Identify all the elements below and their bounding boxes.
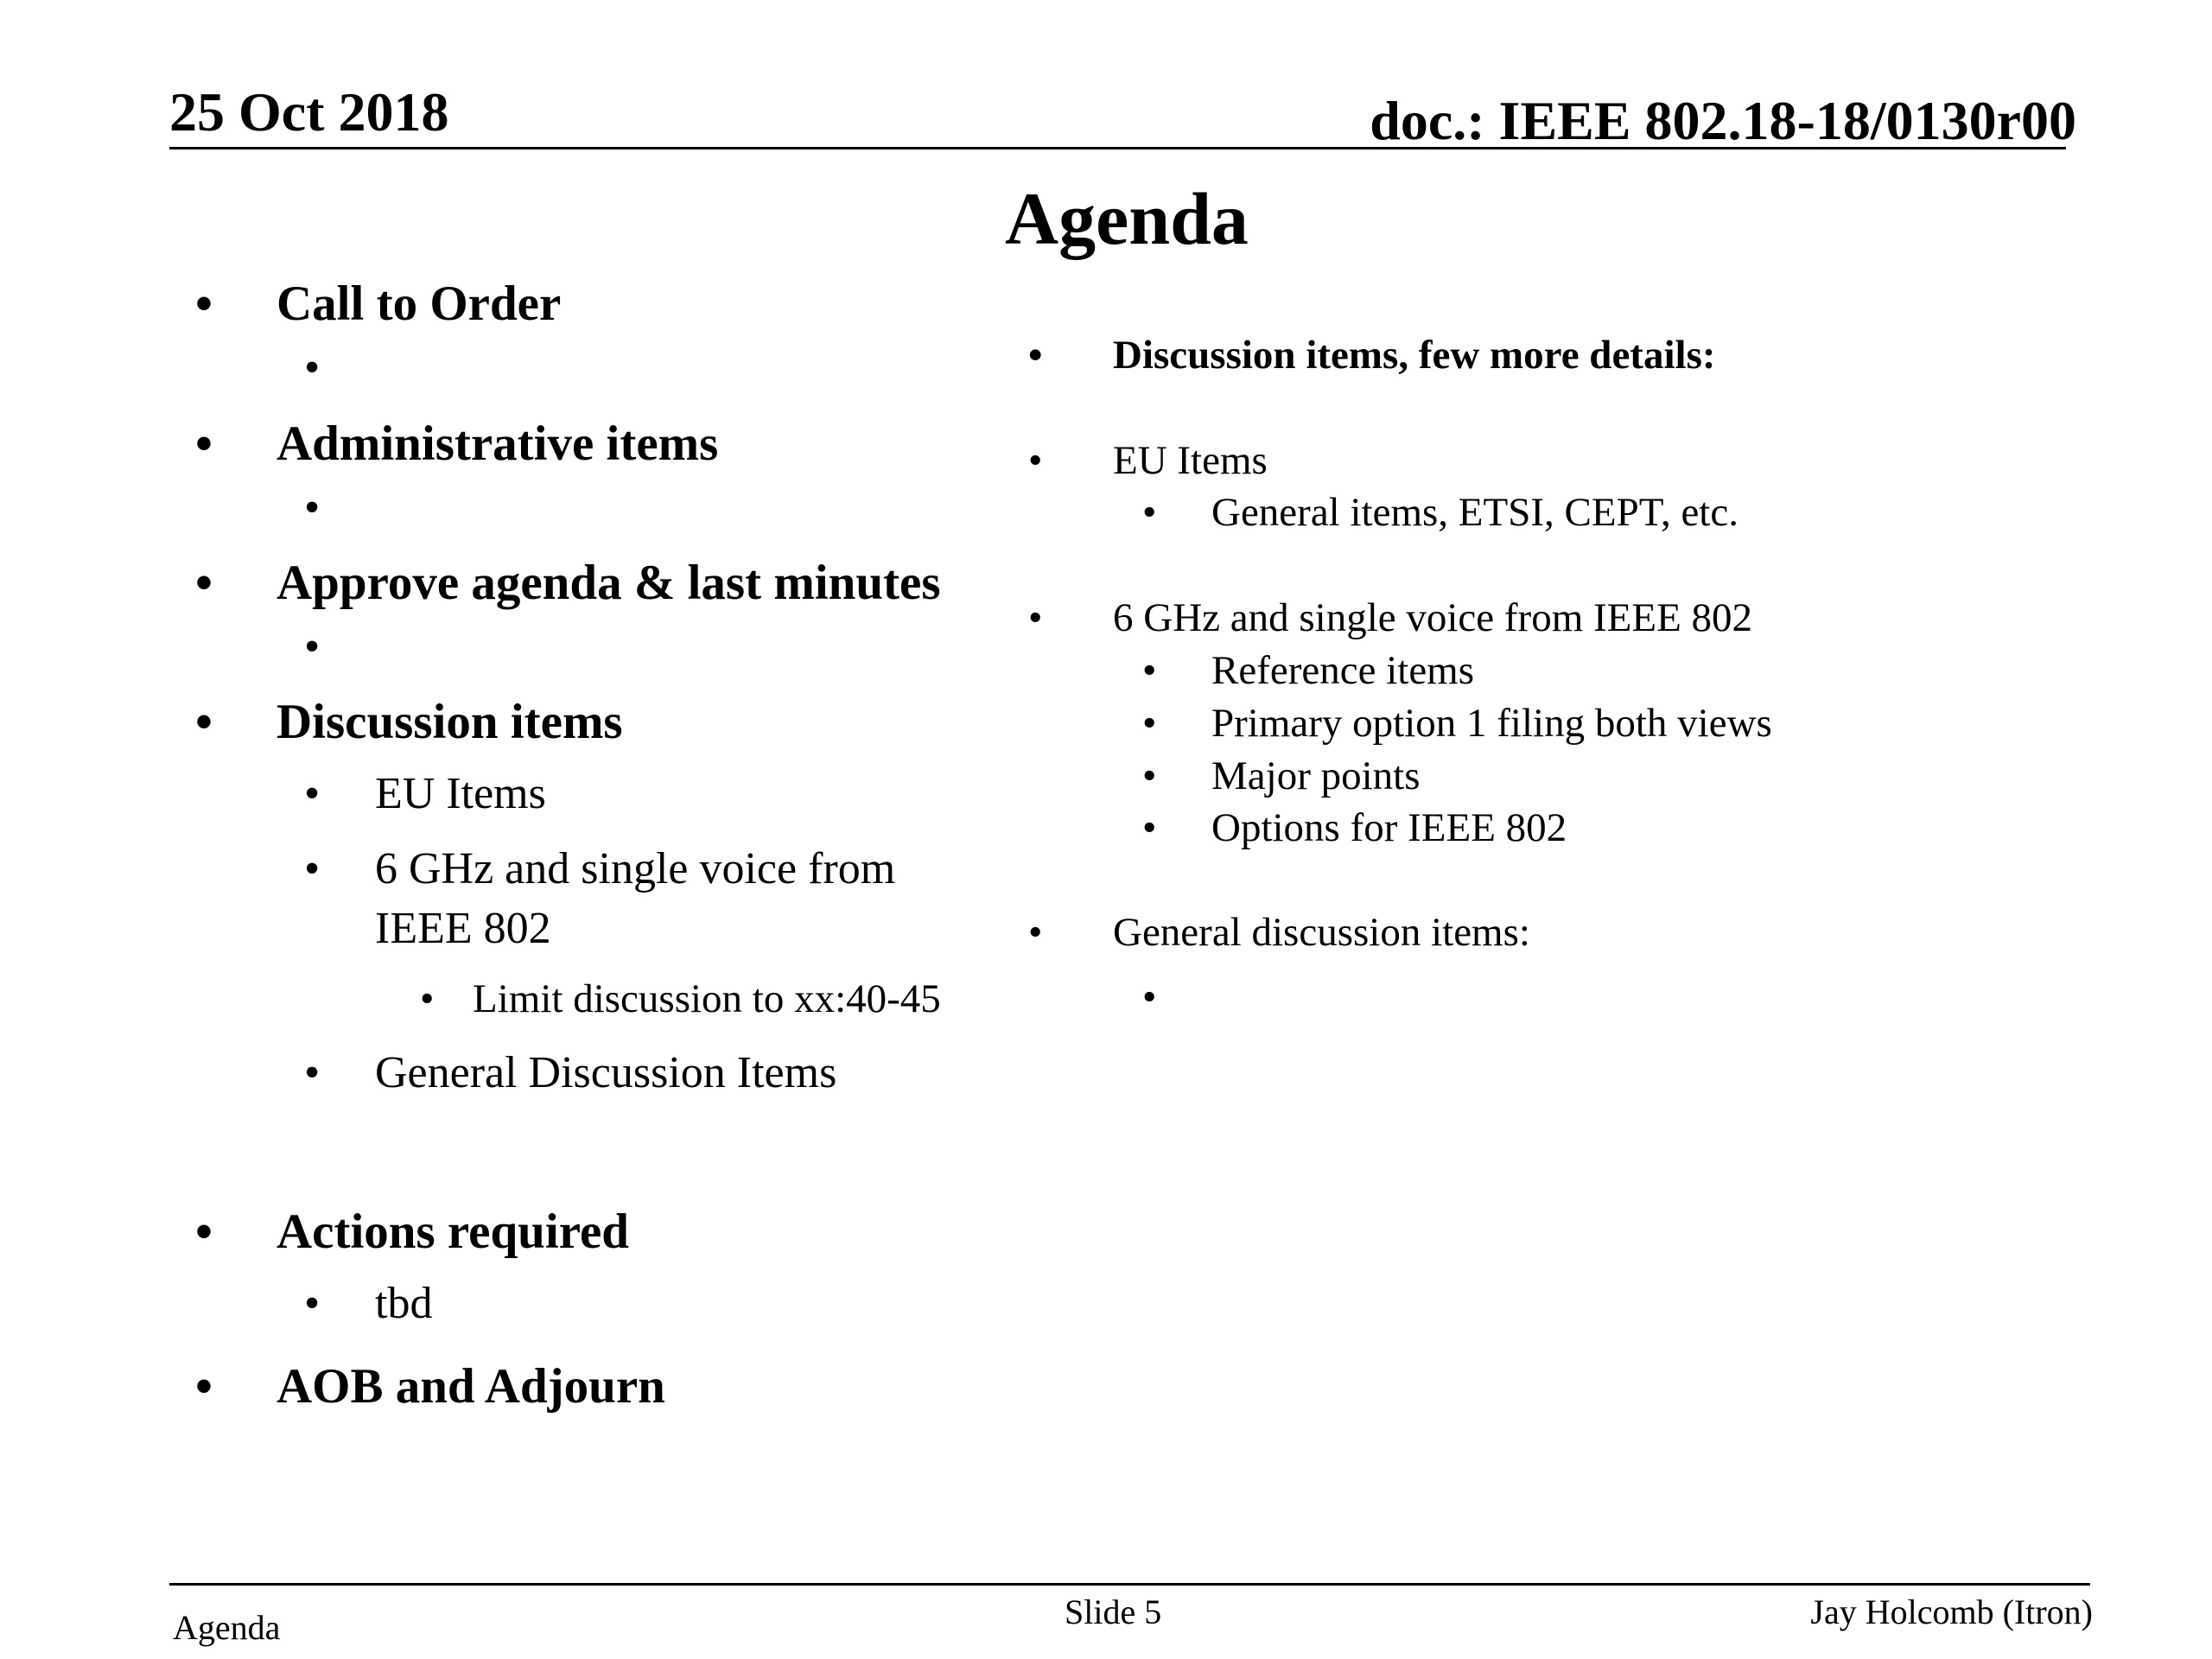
header-date: 25 Oct 2018 <box>169 81 449 143</box>
bullet-icon: • <box>420 976 435 1021</box>
bullet-icon: • <box>304 1048 321 1097</box>
bullet-icon: • <box>1028 910 1043 955</box>
item-text: Major points <box>1211 753 1421 798</box>
item-text: General Discussion Items <box>375 1048 837 1097</box>
bullet-icon: • <box>195 1205 213 1259</box>
item-text-line1: 6 GHz and single voice from <box>375 844 896 893</box>
bullet-icon: • <box>1142 648 1157 693</box>
bullet-icon: • <box>1028 595 1043 640</box>
item-text: EU Items <box>375 769 546 818</box>
bullet-icon: • <box>304 343 321 392</box>
bullet-icon: • <box>1142 753 1157 798</box>
bullet-icon: • <box>304 1279 321 1328</box>
bullet-icon: • <box>195 695 213 749</box>
item-text: Administrative items <box>276 416 719 471</box>
bullet-icon: • <box>1028 333 1043 378</box>
bullet-icon: • <box>195 1359 213 1414</box>
bullet-icon: • <box>304 622 321 671</box>
item-text: Approve agenda & last minutes <box>276 556 941 610</box>
footer-author: Jay Holcomb (Itron) <box>1810 1592 2093 1631</box>
bullet-icon: • <box>1142 975 1157 1020</box>
item-text: Limit discussion to xx:40-45 <box>473 976 941 1021</box>
header-doc-id: doc.: IEEE 802.18-18/0130r00 <box>1370 90 2076 151</box>
item-text: Reference items <box>1211 648 1475 693</box>
item-text: Options for IEEE 802 <box>1211 805 1567 850</box>
item-text: tbd <box>375 1279 433 1328</box>
footer-slide-number: Slide 5 <box>1065 1592 1162 1631</box>
bullet-icon: • <box>195 416 213 471</box>
item-text: General items, ETSI, CEPT, etc. <box>1211 490 1738 535</box>
footer-divider <box>169 1583 2090 1586</box>
bullet-icon: • <box>304 769 321 818</box>
item-text-line2: IEEE 802 <box>375 904 551 953</box>
bullet-icon: • <box>1142 701 1157 746</box>
item-text: Discussion items <box>276 695 623 749</box>
bullet-icon: • <box>304 844 321 893</box>
item-text: General discussion items: <box>1113 910 1530 955</box>
item-text: Actions required <box>276 1205 629 1259</box>
item-text: 6 GHz and single voice from IEEE 802 <box>1113 595 1753 640</box>
bullet-icon: • <box>1142 805 1157 850</box>
bullet-icon: • <box>1142 490 1157 535</box>
bullet-icon: • <box>195 556 213 610</box>
item-text: Primary option 1 filing both views <box>1211 701 1772 746</box>
bullet-icon: • <box>1028 438 1043 483</box>
item-text: Discussion items, few more details: <box>1113 333 1716 378</box>
item-text: EU Items <box>1113 438 1268 483</box>
item-text: Call to Order <box>276 276 562 331</box>
header-divider <box>169 147 2066 149</box>
bullet-icon: • <box>304 483 321 532</box>
item-text: AOB and Adjourn <box>276 1359 665 1414</box>
bullet-icon: • <box>195 276 213 331</box>
footer-left-label: Agenda <box>173 1608 281 1647</box>
slide-title: Agenda <box>1005 177 1249 260</box>
